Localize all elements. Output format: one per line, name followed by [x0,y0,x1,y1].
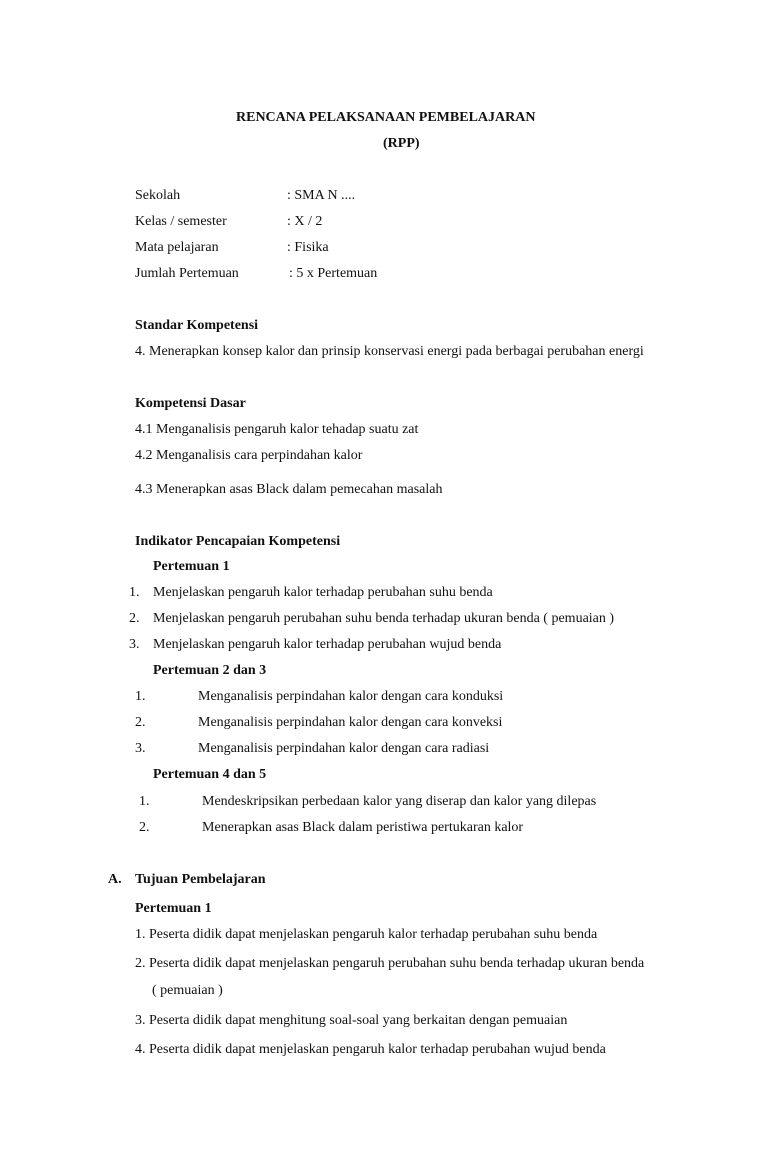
kd-item: 4.3 Menerapkan asas Black dalam pemecahan masalah [135,482,443,497]
tujuan-item-continuation: ( pemuaian ) [152,983,223,998]
standar-heading: Standar Kompetensi [135,318,259,333]
kd-item: 4.1 Menganalisis pengaruh kalor tehadap suatu zat [135,422,419,437]
tujuan-item: 3. Peserta didik dapat menghitung soal-soal yang berkaitan dengan pemuaian [135,1013,568,1028]
indikator-p2-text: Menganalisis perpindahan kalor dengan cara radiasi [198,741,490,756]
indikator-p3-text: Menerapkan asas Black dalam peristiwa pertukaran kalor [202,820,524,835]
indikator-p1-text: Menjelaskan pengaruh perubahan suhu benda terhadap ukuran benda ( pemuaian ) [153,611,615,626]
tujuan-item: 4. Peserta didik dapat menjelaskan pengaruh kalor terhadap perubahan wujud benda [135,1042,606,1057]
identity-value-pertemuan: : 5 x Pertemuan [289,266,378,281]
document-subtitle: (RPP) [383,136,420,151]
indikator-heading: Indikator Pencapaian Kompetensi [135,534,341,549]
indikator-p3-heading: Pertemuan 4 dan 5 [153,767,267,782]
tujuan-heading: Tujuan Pembelajaran [135,872,266,887]
tujuan-item: 1. Peserta didik dapat menjelaskan pengaruh kalor terhadap perubahan suhu benda [135,927,598,942]
identity-value-sekolah: : SMA N .... [287,188,356,203]
identity-value-kelas: : X / 2 [287,214,323,229]
identity-value-mapel: : Fisika [287,240,329,255]
indikator-p2-num: 3. [135,741,146,756]
indikator-p3-text: Mendeskripsikan perbedaan kalor yang diserap dan kalor yang dilepas [202,794,597,809]
indikator-p2-num: 2. [135,715,146,730]
indikator-p1-num: 2. [129,611,140,626]
indikator-p3-num: 1. [139,794,150,809]
indikator-p2-num: 1. [135,689,146,704]
kd-item: 4.2 Menganalisis cara perpindahan kalor [135,448,363,463]
identity-label-pertemuan: Jumlah Pertemuan [135,266,239,281]
indikator-p2-text: Menganalisis perpindahan kalor dengan cara konveksi [198,715,503,730]
indikator-p1-num: 3. [129,637,140,652]
identity-label-sekolah: Sekolah [135,188,181,203]
standar-text: 4. Menerapkan konsep kalor dan prinsip konservasi energi pada berbagai perubahan energi [135,344,644,359]
indikator-p1-text: Menjelaskan pengaruh kalor terhadap perubahan wujud benda [153,637,502,652]
identity-label-kelas: Kelas / semester [135,214,227,229]
tujuan-sub-heading: Pertemuan 1 [135,901,212,916]
document-title: RENCANA PELAKSANAAN PEMBELAJARAN [236,110,536,125]
indikator-p3-num: 2. [139,820,150,835]
indikator-p1-num: 1. [129,585,140,600]
indikator-p1-heading: Pertemuan 1 [153,559,230,574]
kd-heading: Kompetensi Dasar [135,396,246,411]
indikator-p2-heading: Pertemuan 2 dan 3 [153,663,267,678]
identity-label-mapel: Mata pelajaran [135,240,219,255]
tujuan-letter: A. [108,872,122,887]
indikator-p2-text: Menganalisis perpindahan kalor dengan cara konduksi [198,689,504,704]
indikator-p1-text: Menjelaskan pengaruh kalor terhadap perubahan suhu benda [153,585,493,600]
tujuan-item: 2. Peserta didik dapat menjelaskan pengaruh perubahan suhu benda terhadap ukuran benda [135,956,645,971]
